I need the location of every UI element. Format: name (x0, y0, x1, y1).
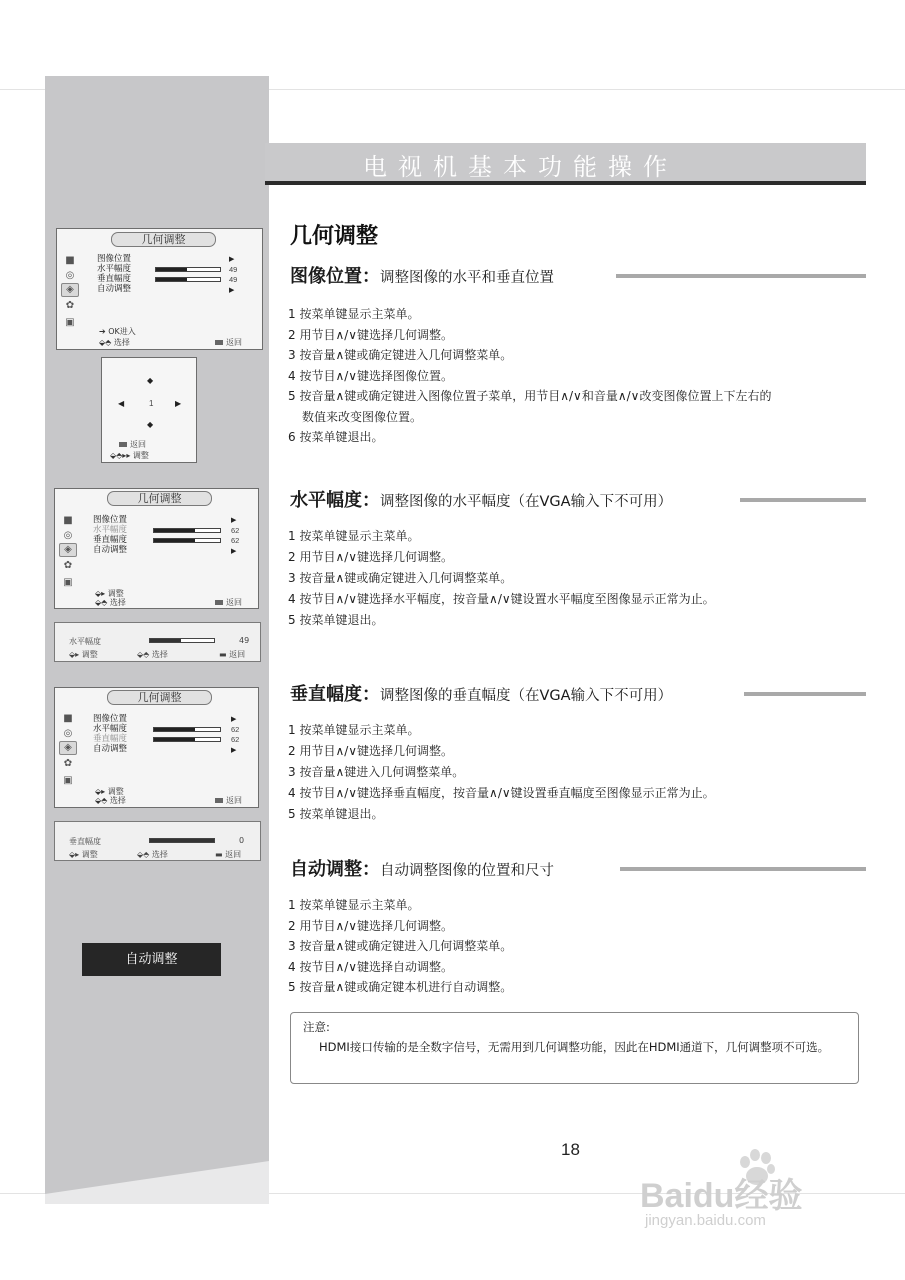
up-arrow-icon: ◆ (147, 376, 154, 385)
sound-icon: ◎ (65, 270, 75, 281)
slider-value: 49 (229, 265, 238, 274)
osd-geometry-menu-1 (56, 228, 263, 350)
sound-icon: ◎ (63, 530, 73, 541)
section-title: 水平幅度：调整图像的水平幅度（在VGA输入下不可用） (290, 486, 678, 512)
arrow-right-icon: ▶ (231, 715, 237, 723)
hint-adjust: ⬙⬘▸▸ 调整 (110, 451, 149, 460)
function-icon: ✿ (63, 560, 73, 571)
arrow-right-icon: ▶ (231, 547, 237, 555)
step: 2 用节目∧/∨键选择几何调整。 (288, 744, 454, 758)
menu-item-auto-adjust: 自动调整 (97, 284, 132, 294)
section-auto-adjust-header (290, 855, 866, 881)
note-label: 注意: (303, 1020, 330, 1034)
geometry-icon: ◈ (59, 741, 77, 755)
back-hint: ▬ 返回 (215, 850, 242, 859)
arrow-right-icon: ▶ (231, 516, 237, 524)
sound-icon: ◎ (63, 728, 73, 739)
menu-item-vertical-size: 垂直幅度 (93, 535, 128, 545)
section-rule (620, 867, 866, 871)
bar-value: 0 (239, 836, 245, 845)
left-arrow-icon: ◀ (118, 399, 125, 408)
step: 数值来改变图像位置。 (302, 409, 423, 424)
hint-adjust: ⬙▸ 调整 (69, 850, 98, 859)
menu-item-image-position: 图像位置 (97, 254, 132, 264)
back-hint: 返回 (215, 597, 242, 608)
step: 3 按音量∧键进入几何调整菜单。 (288, 765, 465, 779)
steps-horizontal-size (288, 526, 715, 631)
horizontal-size-slider (149, 638, 215, 643)
bar-value: 49 (239, 636, 250, 645)
down-arrow-icon: ◆ (147, 420, 154, 429)
section-title: 图像位置：调整图像的水平和垂直位置 (290, 262, 560, 288)
step: 2 用节目∧/∨键选择几何调整。 (288, 918, 454, 933)
osd-title: 几何调整 (107, 690, 212, 705)
page-number: 18 (561, 1140, 580, 1159)
step: 5 按菜单键退出。 (288, 613, 384, 627)
position-value: 1 (149, 399, 154, 408)
menu-item-image-position: 图像位置 (93, 714, 128, 724)
picture-icon: ■ (65, 255, 75, 266)
horizontal-size-slider (153, 528, 221, 533)
section-rule (744, 692, 866, 696)
right-arrow-icon: ▶ (175, 399, 182, 408)
channel-icon: ▣ (65, 317, 75, 328)
hint-ok-enter: ➔ OK进入 (99, 327, 136, 336)
step: 1 按菜单键显示主菜单。 (288, 723, 420, 737)
menu-item-auto-adjust: 自动调整 (93, 545, 128, 555)
watermark-url: jingyan.baidu.com (645, 1212, 766, 1229)
function-icon: ✿ (63, 758, 73, 769)
back-hint: 返回 (215, 795, 242, 806)
step: 3 按音量∧键或确定键进入几何调整菜单。 (288, 571, 513, 585)
osd-vertical-size-bar (54, 821, 261, 861)
slider-value: 62 (231, 735, 240, 744)
menu-item-vertical-size: 垂直幅度 (97, 274, 132, 284)
bar-label: 垂直幅度 (69, 837, 101, 846)
step: 1 按菜单键显示主菜单。 (288, 307, 420, 321)
bar-label: 水平幅度 (69, 637, 101, 646)
back-hint: ▬ 返回 (219, 650, 246, 659)
osd-title: 几何调整 (107, 491, 212, 506)
menu-item-horizontal-size: 水平幅度 (97, 264, 132, 274)
menu-item-horizontal-size: 水平幅度 (93, 525, 128, 535)
osd-horizontal-size-bar (54, 622, 261, 662)
slider-value: 62 (231, 725, 240, 734)
note-text: HDMI接口传输的是全数字信号，无需用到几何调整功能，因此在HDMI通道下，几何调整项不可选。 (319, 1040, 830, 1054)
steps-auto-adjust (288, 895, 512, 998)
picture-icon: ■ (63, 713, 73, 724)
step: 4 按节目∧/∨键选择图像位置。 (288, 368, 454, 383)
menu-item-image-position: 图像位置 (93, 515, 128, 525)
arrow-right-icon: ▶ (231, 746, 237, 754)
header-title: 电视机基本功能操作 (363, 153, 678, 181)
step: 1 按菜单键显示主菜单。 (288, 529, 420, 543)
section-horizontal-size-header (290, 486, 866, 512)
step: 5 按音量∧键或确定键本机进行自动调整。 (288, 980, 513, 994)
vertical-size-slider (153, 737, 221, 742)
geometry-icon: ◈ (59, 543, 77, 557)
horizontal-size-slider (153, 727, 221, 732)
section-vertical-size-header (290, 680, 866, 706)
section-rule (616, 274, 866, 278)
step: 5 按音量∧键或确定键进入图像位置子菜单，用节目∧/∨和音量∧/∨改变图像位置上下左右的 (288, 389, 772, 403)
section-image-position-header (290, 262, 866, 288)
channel-icon: ▣ (63, 775, 73, 786)
step: 3 按音量∧键或确定键进入几何调整菜单。 (288, 939, 513, 953)
arrow-right-icon: ▶ (229, 286, 235, 294)
section-title: 自动调整：自动调整图像的位置和尺寸 (290, 855, 560, 881)
function-icon: ✿ (65, 300, 75, 311)
osd-geometry-menu-2 (54, 488, 259, 609)
horizontal-size-slider (155, 267, 221, 272)
menu-item-vertical-size: 垂直幅度 (93, 734, 128, 744)
section-title: 垂直幅度：调整图像的垂直幅度（在VGA输入下不可用） (290, 680, 678, 706)
step: 5 按菜单键退出。 (288, 807, 384, 821)
channel-icon: ▣ (63, 577, 73, 588)
arrow-right-icon: ▶ (229, 255, 235, 263)
steps-vertical-size (288, 720, 715, 825)
step: 4 按节目∧/∨键选择垂直幅度，按音量∧/∨键设置垂直幅度至图像显示正常为止。 (288, 786, 715, 800)
osd-title: 几何调整 (111, 232, 216, 247)
vertical-size-slider (149, 838, 215, 843)
slider-value: 62 (231, 536, 240, 545)
page-heading: 几何调整 (290, 224, 379, 249)
picture-icon: ■ (63, 515, 73, 526)
vertical-size-slider (153, 538, 221, 543)
steps-image-position (288, 304, 771, 448)
header-band (265, 143, 866, 185)
slider-value: 49 (229, 275, 238, 284)
hint-select: ⬙⬘ 选择 (99, 338, 130, 347)
vertical-size-slider (155, 277, 221, 282)
step: 2 用节目∧/∨键选择几何调整。 (288, 327, 454, 342)
note-box (290, 1012, 859, 1084)
section-rule (740, 498, 866, 502)
step: 4 按节目∧/∨键选择自动调整。 (288, 959, 454, 974)
step: 2 用节目∧/∨键选择几何调整。 (288, 550, 454, 564)
hint-select: ⬙⬘ 选择 (95, 796, 126, 805)
hint-select: ⬙⬘ 选择 (137, 850, 168, 859)
watermark-brand: Baidu经验 (640, 1177, 803, 1215)
auto-adjust-label-box: 自动调整 (82, 943, 221, 976)
osd-geometry-menu-3 (54, 687, 259, 808)
hint-adjust: ⬙▸ 调整 (69, 650, 98, 659)
slider-value: 62 (231, 526, 240, 535)
step: 1 按菜单键显示主菜单。 (288, 898, 420, 912)
menu-item-horizontal-size: 水平幅度 (93, 724, 128, 734)
hint-adjust: ⬙▸ 调整 (95, 787, 124, 796)
step: 3 按音量∧键或确定键进入几何调整菜单。 (288, 348, 513, 362)
back-hint: 返回 (119, 439, 146, 450)
hint-select: ⬙⬘ 选择 (95, 598, 126, 607)
geometry-icon: ◈ (61, 283, 79, 297)
step: 4 按节目∧/∨键选择水平幅度，按音量∧/∨键设置水平幅度至图像显示正常为止。 (288, 592, 715, 606)
hint-select: ⬙⬘ 选择 (137, 650, 168, 659)
menu-item-auto-adjust: 自动调整 (93, 744, 128, 754)
step: 6 按菜单键退出。 (288, 430, 384, 444)
hint-adjust: ⬙▸ 调整 (95, 589, 124, 598)
osd-position-panel (101, 357, 197, 463)
back-hint: 返回 (215, 337, 242, 348)
